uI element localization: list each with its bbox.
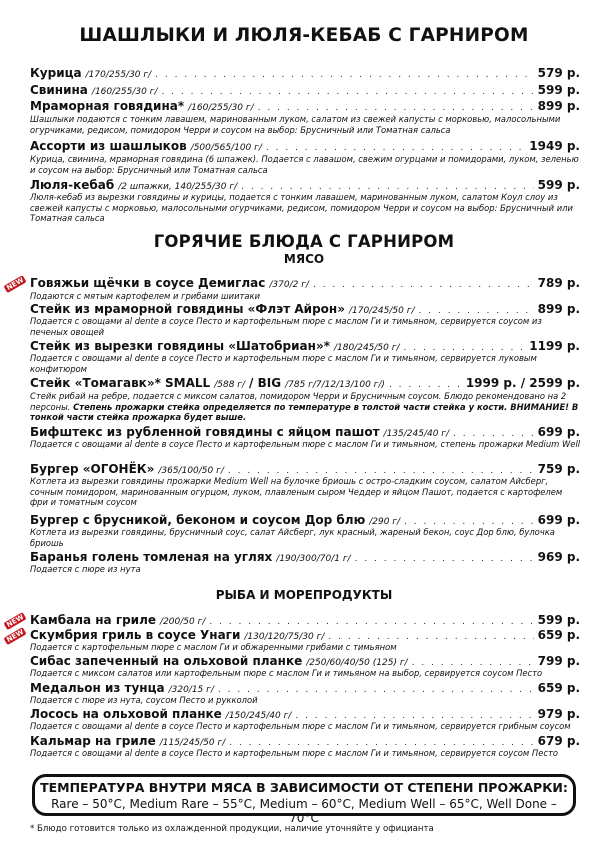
section-title-hot-dishes: ГОРЯЧИЕ БЛЮДА С ГАРНИРОМ [153, 232, 455, 251]
menu-item-bifshteks [30, 425, 580, 439]
item-name: Баранья голень томленая на углях [30, 550, 273, 564]
menu-item-seabass [30, 654, 580, 668]
menu-item-marbled-beef [30, 99, 580, 113]
item-name: Курица [30, 66, 82, 80]
menu-item-squid [30, 734, 580, 748]
item-portion: /250/60/40/50 (125) г/ [306, 658, 408, 668]
menu-item-beef-cheeks [30, 276, 580, 290]
item-name: Бифштекс из рубленной говядины с яйцом пашот [30, 425, 380, 439]
menu-item-assorti [30, 139, 580, 153]
item-description: Подается с пюре из нута [30, 564, 141, 574]
item-name: Сибас запеченный на ольховой планке [30, 654, 303, 668]
item-description [30, 391, 582, 423]
item-portion: /180/245/50 г/ [333, 343, 400, 353]
temperature-values: Rare – 50°C, Medium Rare – 55°C, Medium – 60°C, Medium Well – 65°C, Well Done – 70°C [51, 797, 557, 825]
menu-item-tomahawk [30, 376, 580, 390]
leader-dots [229, 738, 533, 748]
leader-dots [418, 306, 533, 316]
item-price: 599 р. [537, 178, 580, 192]
item-name: Бургер с брусникой, беконом и соусом Дор блю [30, 513, 366, 527]
leader-dots [218, 685, 534, 695]
leader-dots [258, 103, 534, 113]
section-title-fish: РЫБА И МОРЕПРОДУКТЫ [215, 588, 393, 602]
item-price: 599 р. [537, 83, 580, 97]
leader-dots [404, 343, 526, 353]
item-description: Подается с овощами al dente в соусе Песто и картофельным пюре с маслом Ги и тимьяном, сервируется соусом из печеных овощей [30, 316, 542, 337]
item-description: Котлета из вырезки говядины прожарки Medium Well на булочке бриошь с остро-сладким соусом, салатом Айсберг, сочным помидором, маринованным огурцом, луком, плавленым сыром Чеддер и яйцом Пашот, подается с картофелем фри и томатным соусом [30, 476, 563, 508]
menu-item-chicken [30, 66, 580, 80]
temperature-box [32, 774, 576, 825]
item-price: 789 р. [537, 276, 580, 290]
item-portion-big: /785 г/7/12/13/100 г/) [285, 380, 385, 390]
item-name: Медальон из тунца [30, 681, 165, 695]
item-portion: /290 г/ [369, 517, 401, 527]
item-description: Люля-кебаб из вырезки говядины и курицы, подается с тонким лавашем, маринованным луком, салатом Коул слоу из свежей капусты с морковью, малосольными огурчиками, редисом, помидором Черри и соусом на выбор: Брусничный или Томатная сальса [30, 192, 573, 224]
item-price: 759 р. [537, 462, 580, 476]
leader-dots [295, 711, 533, 721]
item-description: Подается с овощами al dente в соусе Песто и картофельным пюре с маслом Ги и тимьяном, степень прожарки Medium Well [30, 439, 581, 449]
menu-item-pork [30, 83, 580, 97]
item-price: 979 р. [537, 707, 580, 721]
item-portion: /190/300/70/1 г/ [276, 554, 351, 564]
leader-dots [412, 658, 534, 668]
item-price: 1999 р. / 2599 р. [465, 376, 580, 390]
item-name: Свинина [30, 83, 88, 97]
item-portion: /320/15 г/ [168, 685, 214, 695]
item-price: 699 р. [537, 513, 580, 527]
leader-dots [241, 182, 534, 192]
leader-dots [453, 429, 534, 439]
leader-dots [266, 143, 525, 153]
item-price: 679 р. [537, 734, 580, 748]
item-name: Люля-кебаб [30, 178, 115, 192]
item-price: 899 р. [537, 99, 580, 113]
item-portion: /170/255/30 г/ [85, 70, 152, 80]
leader-dots [389, 380, 462, 390]
item-portion: /2 шпажки, 140/255/30 г/ [118, 182, 238, 192]
item-price: 659 р. [537, 681, 580, 695]
new-badge: NEW [5, 275, 26, 293]
leader-dots [155, 70, 533, 80]
item-portion: /160/255/30 г/ [188, 103, 254, 113]
item-portion: /365/100/50 г/ [158, 466, 224, 476]
item-name-big: / BIG [249, 376, 282, 390]
leader-dots [404, 517, 534, 527]
item-price: 1199 р. [529, 339, 580, 353]
item-portion: /160/255/30 г/ [91, 87, 158, 97]
item-price: 659 р. [537, 628, 580, 642]
menu-item-burger-dorblu [30, 513, 580, 527]
temperature-title: ТЕМПЕРАТУРА ВНУТРИ МЯСА В ЗАВИСИМОСТИ ОТ СТЕПЕНИ ПРОЖАРКИ: [40, 780, 568, 795]
item-name: Ассорти из шашлыков [30, 139, 187, 153]
item-name: Стейк «Томагавк»* SMALL [30, 376, 211, 390]
menu-item-flounder [30, 613, 580, 627]
item-name: Бургер «ОГОНЁК» [30, 462, 155, 476]
item-portion: /150/245/40 г/ [225, 711, 292, 721]
footnote: * Блюдо готовится только из охлажденной продукции, наличие уточняйте у официанта [30, 824, 434, 834]
desc-warning: Степень прожарки стейка определяется по температуре в толстой части стейка у кости. ВНИМАНИЕ! В тонкой части стейка прожарка будет выше. [30, 401, 579, 423]
menu-item-mackerel [30, 628, 580, 642]
menu-item-burger-ogonek [30, 462, 580, 476]
item-portion: /200/50 г/ [160, 617, 206, 627]
item-price: 1949 р. [529, 139, 580, 153]
item-description: Подается с овощами al dente в соусе Песто и картофельным пюре с маслом Ги и тимьяном, сервируется соусом Песто [30, 748, 558, 758]
item-price: 799 р. [537, 654, 580, 668]
item-name: Стейк из вырезки говядины «Шатобриан»* [30, 339, 330, 353]
item-name: Скумбрия гриль в соусе Унаги [30, 628, 241, 642]
item-description: Котлета из вырезки говядины, брусничный соус, салат Айсберг, лук красный, жареный бекон, соус Дор блю, булочка бриошь [30, 527, 555, 548]
item-name: Стейк из мраморной говядины «Флэт Айрон» [30, 302, 345, 316]
leader-dots [228, 466, 534, 476]
item-name: Мраморная говядина* [30, 99, 185, 113]
item-price: 579 р. [537, 66, 580, 80]
item-description: Подаются с мятым картофелем и грибами шиитаки [30, 291, 261, 301]
menu-item-salmon [30, 707, 580, 721]
item-description: Курица, свинина, мраморная говядина (6 шпажек). Подается с лавашом, свежим огурцами и помидорами, луком, зеленью и соусом на выбор: Брусничный или Томатная сальса [30, 154, 579, 175]
leader-dots [313, 280, 534, 290]
desc-text: Стейк рибай на ребре, подается с миксом салатов, помидором Черри и Брусничным соусом. Блюдо рекомендовано на 2 персоны. [30, 391, 567, 412]
section-subtitle-meat: МЯСО [283, 252, 325, 266]
item-portion: /588 г/ [214, 380, 246, 390]
menu-item-flat-iron [30, 302, 580, 316]
item-name: Говяжьи щёчки в соусе Демиглас [30, 276, 266, 290]
menu-item-chateaubriand [30, 339, 580, 353]
item-description: Подается с овощами al dente в соусе Песто и картофельным пюре с маслом Ги и тимьяном, сервируется грибным соусом [30, 721, 571, 731]
item-price: 699 р. [537, 425, 580, 439]
item-portion: /115/245/50 г/ [159, 738, 226, 748]
item-price: 599 р. [537, 613, 580, 627]
leader-dots [355, 554, 534, 564]
section-title-shashlik: ШАШЛЫКИ И ЛЮЛЯ-КЕБАБ С ГАРНИРОМ [79, 25, 529, 46]
item-description: Подается с пюре из нута, соусом Песто и рукколой [30, 695, 258, 705]
leader-dots [209, 617, 533, 627]
item-description: Подается с овощами al dente в соусе Песто и картофельным пюре с маслом Ги и тимьяном, сервируется луковым конфитюром [30, 353, 537, 374]
item-name: Кальмар на гриле [30, 734, 156, 748]
item-portion: /370/2 г/ [269, 280, 309, 290]
item-portion: /500/565/100 г/ [190, 143, 262, 153]
new-badge: NEW [5, 627, 26, 645]
item-description: Шашлыки подаются с тонким лавашем, маринованным луком, салатом из свежей капусты с морковью, малосольными огурчиками, редисом, помидором Черри и соусом на выбор: Брусничный или Томатная сальса [30, 114, 561, 135]
item-price: 969 р. [537, 550, 580, 564]
item-description: Подается с картофельным пюре с маслом Ги и обжаренными грибами с тимьяном [30, 642, 397, 652]
item-description: Подается с миксом салатов или картофельным пюре с маслом Ги и тимьяном на выбор, сервируется соусом Песто [30, 668, 543, 678]
item-portion: /135/245/40 г/ [383, 429, 450, 439]
item-portion: /130/120/75/30 г/ [244, 632, 325, 642]
menu-item-lula-kebab [30, 178, 580, 192]
leader-dots [161, 87, 533, 97]
item-name: Лосось на ольховой планке [30, 707, 222, 721]
item-portion: /170/245/50 г/ [348, 306, 415, 316]
menu-item-lamb-shank [30, 550, 580, 564]
item-name: Камбала на гриле [30, 613, 157, 627]
new-badge: NEW [5, 612, 26, 630]
leader-dots [328, 632, 533, 642]
item-price: 899 р. [537, 302, 580, 316]
menu-item-tuna [30, 681, 580, 695]
